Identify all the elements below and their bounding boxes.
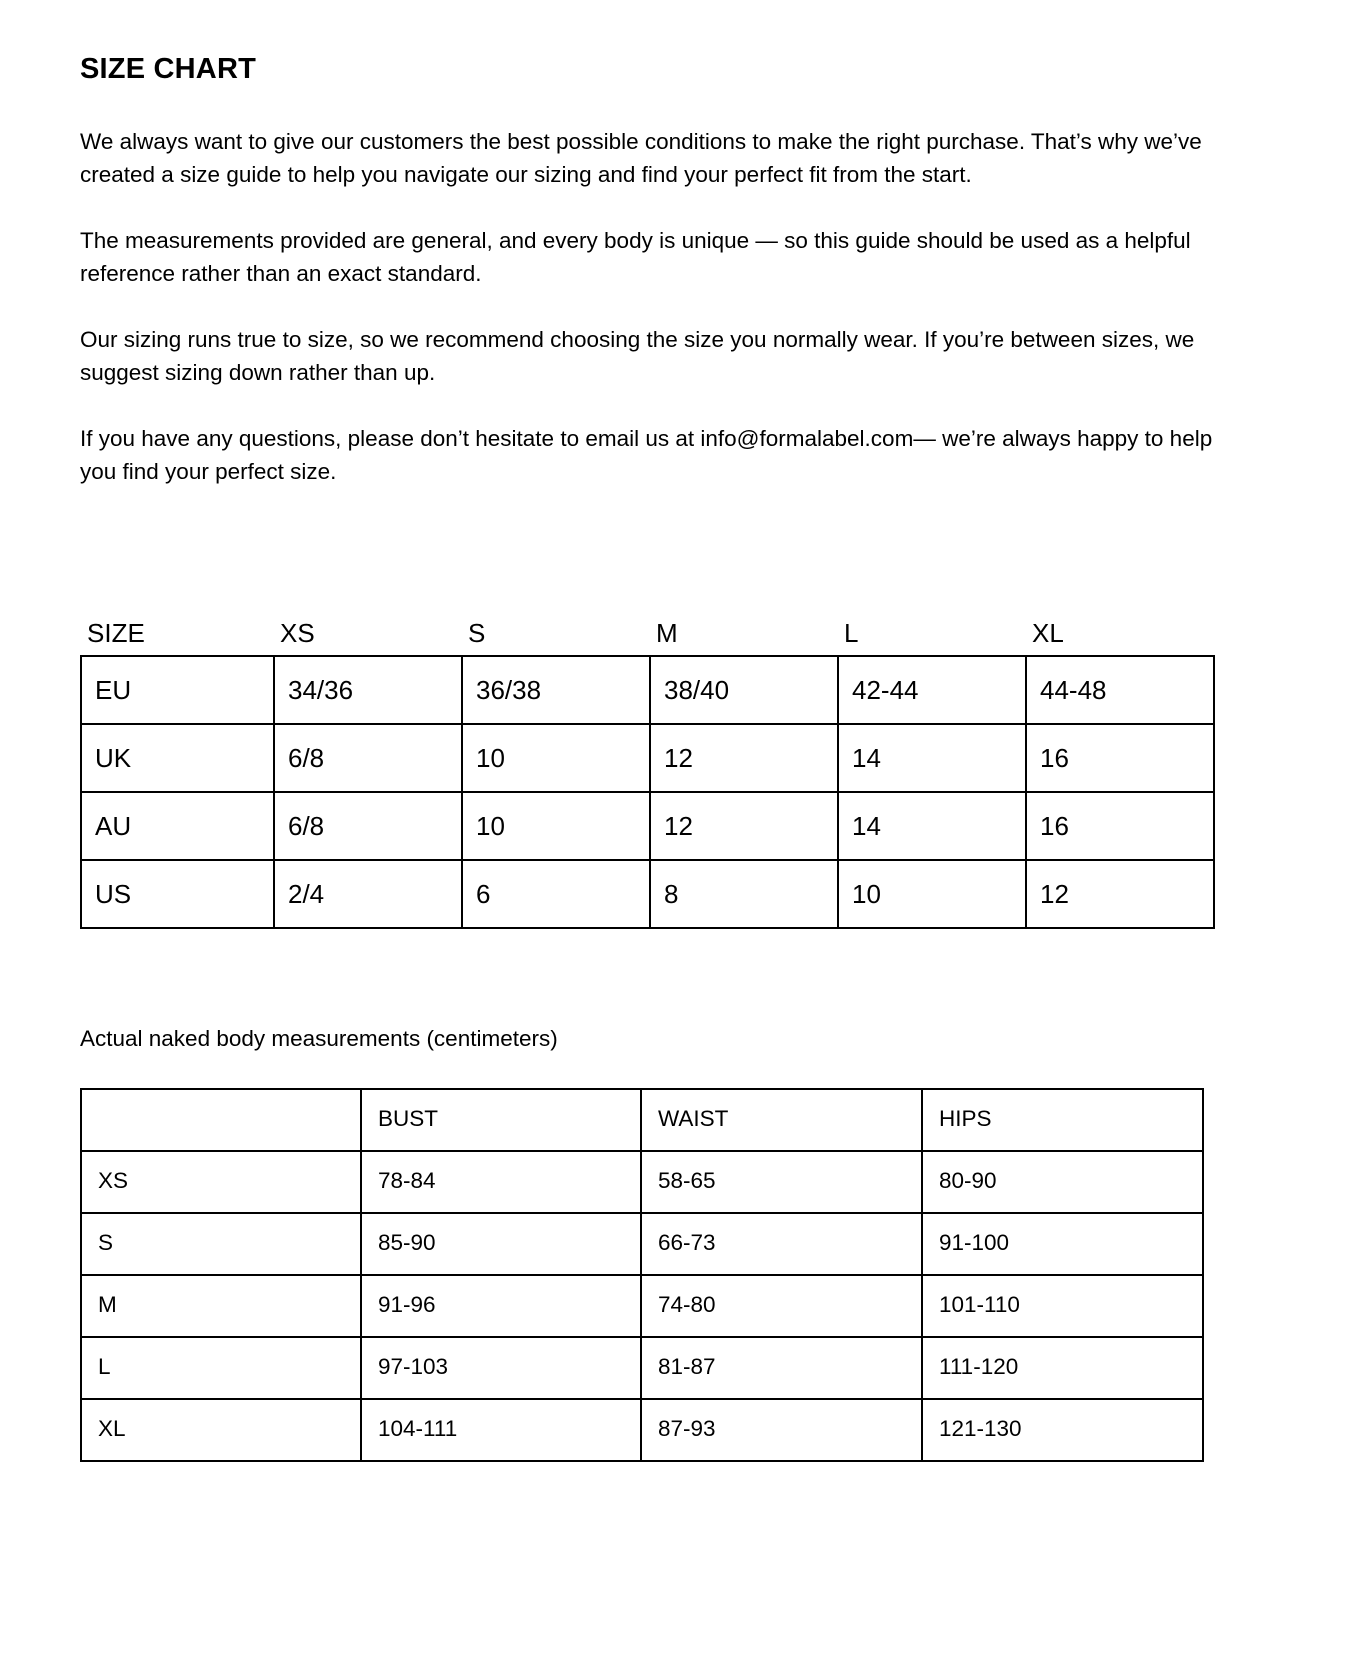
size-row-label-us: US xyxy=(81,860,274,928)
body-cell-l-bust: 97-103 xyxy=(361,1337,641,1399)
body-cell-m-bust: 91-96 xyxy=(361,1275,641,1337)
size-cell-au-s: 10 xyxy=(462,792,650,860)
table-row xyxy=(81,1337,1203,1399)
size-cell-au-m: 12 xyxy=(650,792,838,860)
size-table-header-xl: XL xyxy=(1032,617,1064,648)
size-cell-us-m: 8 xyxy=(650,860,838,928)
size-cell-au-xs: 6/8 xyxy=(274,792,462,860)
table-row xyxy=(81,1213,1203,1275)
size-table-header-l: L xyxy=(844,617,859,648)
body-cell-xs-waist: 58-65 xyxy=(641,1151,922,1213)
table-row xyxy=(81,724,1214,792)
body-row-label-xl: XL xyxy=(81,1399,361,1461)
intro-paragraph-3: Our sizing runs true to size, so we recommend choosing the size you normally wear. If you’re between sizes, we suggest sizing down rather than up. xyxy=(80,326,1195,385)
body-table-header-bust: BUST xyxy=(361,1089,641,1151)
body-cell-s-hips: 91-100 xyxy=(922,1213,1203,1275)
size-cell-eu-xs: 34/36 xyxy=(274,656,462,724)
size-cell-uk-s: 10 xyxy=(462,724,650,792)
table-row xyxy=(81,656,1214,724)
size-cell-uk-l: 14 xyxy=(838,724,1026,792)
body-cell-s-waist: 66-73 xyxy=(641,1213,922,1275)
size-cell-eu-l: 42-44 xyxy=(838,656,1026,724)
body-cell-xl-hips: 121-130 xyxy=(922,1399,1203,1461)
size-row-label-au: AU xyxy=(81,792,274,860)
table-row xyxy=(81,1399,1203,1461)
body-row-label-s: S xyxy=(81,1213,361,1275)
intro-paragraph-4: If you have any questions, please don’t hesitate to email us at info@formalabel.com— we’re always happy to help you find your perfect size. xyxy=(80,425,1213,484)
body-row-label-m: M xyxy=(81,1275,361,1337)
body-row-label-l: L xyxy=(81,1337,361,1399)
table-row xyxy=(81,1275,1203,1337)
body-cell-xs-hips: 80-90 xyxy=(922,1151,1203,1213)
size-cell-us-s: 6 xyxy=(462,860,650,928)
size-cell-us-l: 10 xyxy=(838,860,1026,928)
size-cell-uk-xl: 16 xyxy=(1026,724,1214,792)
size-conversion-section xyxy=(80,617,1292,929)
size-cell-au-l: 14 xyxy=(838,792,1026,860)
page-title: SIZE CHART xyxy=(80,53,256,85)
intro-text xyxy=(80,125,1292,488)
table-row xyxy=(81,1151,1203,1213)
table-row xyxy=(81,792,1214,860)
body-measurements-caption: Actual naked body measurements (centimeters) xyxy=(80,1025,558,1051)
body-cell-l-hips: 111-120 xyxy=(922,1337,1203,1399)
size-cell-uk-m: 12 xyxy=(650,724,838,792)
intro-paragraph-2: The measurements provided are general, and every body is unique — so this guide should be used as a helpful reference rather than an exact standard. xyxy=(80,227,1191,286)
body-cell-s-bust: 85-90 xyxy=(361,1213,641,1275)
size-cell-us-xl: 12 xyxy=(1026,860,1214,928)
body-table-header-hips: HIPS xyxy=(922,1089,1203,1151)
size-row-label-eu: EU xyxy=(81,656,274,724)
size-table-header-xs: XS xyxy=(280,617,315,648)
body-table-header-row xyxy=(81,1089,1203,1151)
size-table-header-size: SIZE xyxy=(87,617,145,648)
body-cell-l-waist: 81-87 xyxy=(641,1337,922,1399)
body-measurements-section xyxy=(80,1025,1292,1462)
size-cell-us-xs: 2/4 xyxy=(274,860,462,928)
body-cell-xl-waist: 87-93 xyxy=(641,1399,922,1461)
size-conversion-table xyxy=(80,617,1215,929)
body-cell-xl-bust: 104-111 xyxy=(361,1399,641,1461)
body-table-header-blank xyxy=(81,1089,361,1151)
size-cell-eu-s: 36/38 xyxy=(462,656,650,724)
size-cell-eu-xl: 44-48 xyxy=(1026,656,1214,724)
body-cell-m-waist: 74-80 xyxy=(641,1275,922,1337)
size-cell-uk-xs: 6/8 xyxy=(274,724,462,792)
body-cell-m-hips: 101-110 xyxy=(922,1275,1203,1337)
body-measurements-table xyxy=(80,1088,1204,1462)
size-table-header-row xyxy=(81,620,1214,656)
size-row-label-uk: UK xyxy=(81,724,274,792)
size-cell-eu-m: 38/40 xyxy=(650,656,838,724)
body-table-header-waist: WAIST xyxy=(641,1089,922,1151)
size-table-header-m: M xyxy=(656,617,678,648)
body-row-label-xs: XS xyxy=(81,1151,361,1213)
size-cell-au-xl: 16 xyxy=(1026,792,1214,860)
body-cell-xs-bust: 78-84 xyxy=(361,1151,641,1213)
intro-paragraph-1: We always want to give our customers the best possible conditions to make the right purchase. That’s why we’ve created a size guide to help you navigate our sizing and find your perfect fit from the start. xyxy=(80,128,1202,187)
table-row xyxy=(81,860,1214,928)
size-table-header-s: S xyxy=(468,617,486,648)
